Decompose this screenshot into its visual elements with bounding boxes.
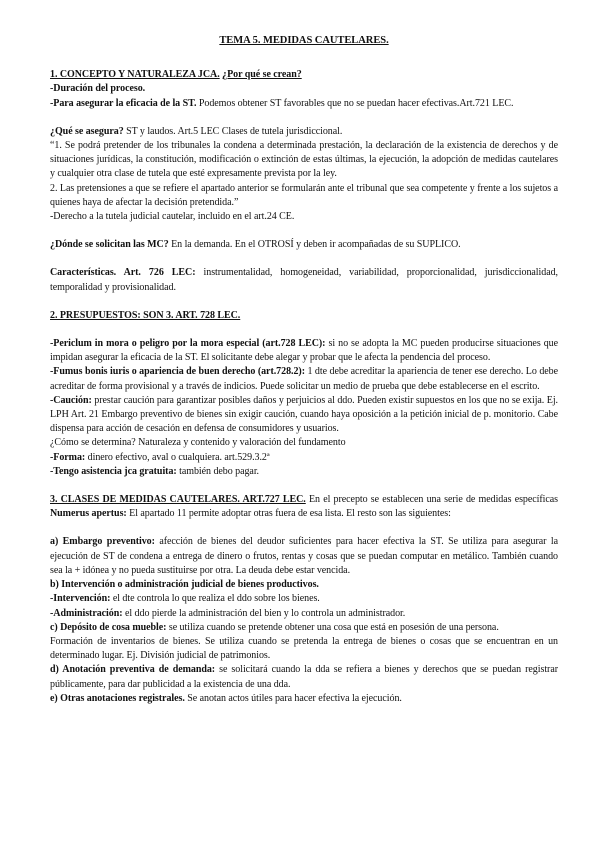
caracteristicas-label: Características. Art. 726 LEC: (50, 267, 196, 279)
quote-1: “1. Se podrá pretender de los tribunales la condena a determinada prestación, la declaración de la existencia de derechos y de situaciones jurídicas, la constitución, modificación o extinción de estas últimas, la ejecución, la adopción de medidas cautelares y cualquier otra clase de tutela que esté expresamente prevista por la ley. (50, 140, 558, 180)
section-3-intro-text-2: El apartado 11 permite adoptar otras fuera de esa lista. El resto son las siguientes: (126, 508, 451, 520)
donde-label: ¿Dónde se solicitan las MC? (50, 239, 169, 251)
periculum-paragraph (50, 337, 558, 365)
section-3-intro-text-1: En el precepto se establecen una serie de medidas específicas (305, 494, 559, 506)
embargo-label: a) Embargo preventivo: (50, 536, 155, 548)
deposito-paragraph (50, 621, 558, 635)
anotacion-label: d) Anotación preventiva de demanda: (50, 664, 216, 676)
que-text: ST y laudos. Art.5 LEC Clases de tutela jurisdiccional. (123, 125, 343, 137)
asistencia-label: -Tengo asistencia jca gratuita: (50, 465, 177, 477)
embargo-text: afección de bienes del deudor suficientes para hacer efectiva la ST. Se utiliza para asegurar la ejecución de ST de condena a entrega de dinero o frutos, rentas y cosas que se puedan computar en metálico. También cuando sea la + idónea y no pueda sustituirse por otra. La deuda debe estar vencida. (50, 536, 558, 576)
formacion-paragraph: Formación de inventarios de bienes. Se utiliza cuando se pretenda la entrega de bienes o cosas que se encuentran en un determinado lugar. Ej. División judicial de patrimonios. (50, 635, 558, 662)
otras-label: e) Otras anotaciones registrales. (50, 692, 185, 704)
administracion-text: el ddo pierde la administración del bien y lo controla un administrador. (122, 607, 406, 619)
section-1-heading (50, 68, 558, 82)
intervencion-heading: b) Intervención o administración judicial de bienes productivos. (50, 579, 319, 591)
caracteristicas-text: instrumentalidad, homogeneidad, variabilidad, proporcionalidad, jurisdiccionalidad, temporalidad y provisionalidad. (50, 267, 558, 293)
embargo-paragraph (50, 535, 558, 578)
duracion-line: -Duración del proceso. (50, 83, 146, 95)
caucion-text: prestar caución para garantizar posibles daños y perjuicios al ddo. Pueden existir supuestos en los que no se exija. Ej. LPH Art. 21 Embargo preventivo de bienes sin exigir caución, cuando haya oposición a la petición inicial de p. monitorio. Cabe dispensa para acción de cesación en defensa de consumidores y usuarios. (50, 394, 558, 435)
caucion-label: -Caución: (50, 394, 92, 406)
eficacia-paragraph (50, 97, 558, 111)
deposito-label: c) Depósito de cosa mueble: (50, 621, 167, 633)
eficacia-label: -Para asegurar la eficacia de la ST. (50, 97, 197, 109)
section-1-title: 1. CONCEPTO Y NATURALEZA JCA. (50, 69, 220, 81)
intervencion-label: -Intervención: (50, 593, 111, 605)
donde-text: En la demanda. En el OTROSÍ y deben ir acompañadas de su SUPLICO. (168, 239, 461, 251)
derecho-line: -Derecho a la tutela judicial cautelar, incluido en el art.24 CE. (50, 211, 295, 223)
periculum-text: si no se adopta la MC pueden producirse situaciones que impidan asegurar la eficacia de la ST. El solicitante debe alegar y probar que le afecta la pendencia del proceso. (50, 338, 558, 364)
section-1-question: ¿Por qué se crean? (222, 69, 302, 81)
numerus-apertus: Numerus apertus: (50, 508, 127, 520)
intervencion-line (50, 592, 558, 606)
donde-paragraph (50, 238, 558, 252)
anotacion-text: se solicitará cuando la dda se refiera a bienes y derechos que se puedan registrar públicamente, para dar publicidad a la existencia de una dda. (50, 664, 558, 690)
otras-anotaciones-line (50, 692, 558, 706)
document-title: TEMA 5. MEDIDAS CAUTELARES. (219, 35, 389, 46)
section-3-intro (50, 493, 558, 521)
quote-2: 2. Las pretensiones a que se refiere el apartado anterior se formularán ante el tribunal que sea competente y frente a los sujetos a quienes haya de afectar la decisión pretendida.” (50, 182, 558, 208)
anotacion-paragraph (50, 663, 558, 691)
caracteristicas-paragraph (50, 266, 558, 294)
section-3-heading: 3. CLASES DE MEDIDAS CAUTELARES. ART.727 LEC. (50, 494, 306, 506)
que-se-asegura-paragraph (50, 125, 558, 139)
fumus-text: 1 dte debe acreditar la apariencia de tener ese derecho. Lo debe acreditar de forma provisional y a través de indicios. Puede solicitar un medio de prueba que debe establecerse en el escrito. (50, 366, 558, 392)
como-line: ¿Cómo se determina? Naturaleza y contenido y valoración del fundamento (50, 437, 346, 449)
otras-text: Se anotan actos útiles para hacer efectiva la ejecución. (184, 692, 402, 704)
administracion-label: -Administración: (50, 607, 123, 619)
eficacia-text: Podemos obtener ST favorables que no se puedan hacer efectivas.Art.721 LEC. (196, 97, 514, 109)
intervencion-text: el dte controla lo que realiza el ddo sobre los bienes. (110, 593, 320, 605)
asistencia-text: también debo pagar. (176, 465, 259, 477)
administracion-line (50, 607, 558, 621)
periculum-label: -Periclum in mora o peligro por la mora especial (art.728 LEC): (50, 338, 326, 350)
deposito-text: se utiliza cuando se pretende obtener una cosa que está en posesión de una persona. (166, 621, 499, 633)
caucion-paragraph (50, 394, 558, 437)
forma-text: dinero efectivo, aval o cualquiera. art.529.3.2ª (85, 451, 270, 463)
forma-label: -Forma: (50, 451, 86, 463)
que-label: ¿Qué se asegura? (50, 125, 124, 137)
section-2-heading: 2. PRESUPUESTOS: SON 3. ART. 728 LEC. (50, 309, 241, 321)
asistencia-line (50, 465, 558, 479)
fumus-label: -Fumus bonis iuris o apariencia de buen derecho (art.728.2): (50, 366, 305, 378)
fumus-paragraph (50, 365, 558, 393)
forma-line (50, 451, 558, 465)
